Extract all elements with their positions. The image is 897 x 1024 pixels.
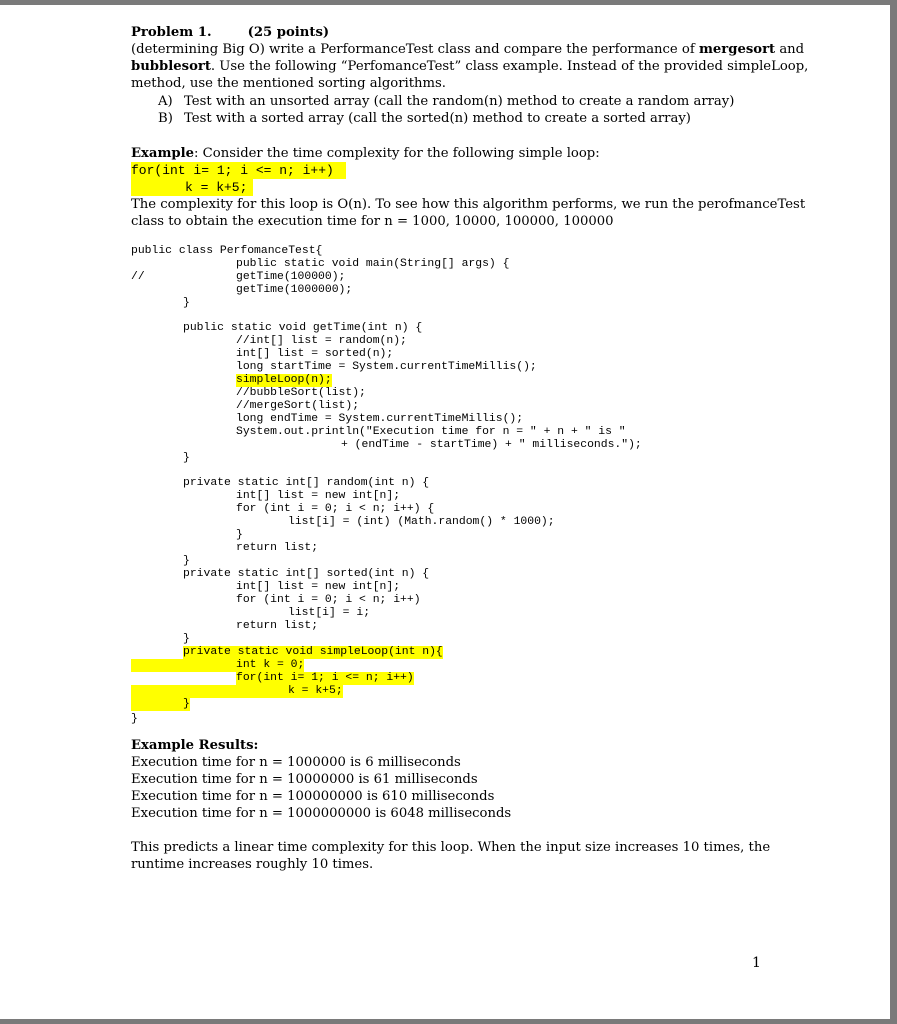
code-line: }	[131, 713, 138, 725]
code-line: }	[183, 555, 190, 567]
problem-line-1	[131, 41, 804, 58]
code-line: long endTime = System.currentTimeMillis();	[236, 413, 524, 425]
code-line-highlighted: k = k+5;	[288, 685, 343, 697]
code-line: //bubbleSort(list);	[236, 387, 366, 399]
problem-line-2	[131, 58, 808, 75]
code-line: int[] list = sorted(n);	[236, 348, 394, 360]
code-line: }	[236, 529, 243, 541]
code-line: getTime(1000000);	[236, 284, 353, 296]
list-marker-b: B)	[158, 111, 173, 126]
code-line: int[] list = new int[n];	[236, 581, 401, 593]
code-line: }	[183, 452, 190, 464]
example-label: Example	[131, 146, 195, 161]
code-line: }	[183, 297, 190, 309]
code-line: private static int[] random(int n) {	[183, 477, 430, 489]
code-line: //int[] list = random(n);	[236, 335, 407, 347]
document-page	[0, 5, 890, 1019]
code-line: getTime(100000);	[236, 271, 346, 283]
text-span: Example Results:	[131, 738, 259, 753]
problem-header	[131, 24, 329, 41]
result-line: Execution time for n = 1000000000 is 6048 milliseconds	[131, 806, 512, 821]
conclusion-line-1: This predicts a linear time complexity for this loop. When the input size increases 10 times, the	[131, 840, 771, 855]
code-line: list[i] = i;	[288, 607, 371, 619]
code-line: return list;	[236, 620, 319, 632]
example-intro	[131, 145, 600, 162]
text-span: k = k+5;	[185, 180, 248, 195]
text-span: (determining Big O) write a PerformanceTest class and compare the performance of	[131, 42, 699, 57]
code-line: System.out.println("Execution time for n = " + n + " is "	[236, 426, 626, 438]
example-desc-line-2: class to obtain the execution time for n = 1000, 10000, 100000, 100000	[131, 214, 614, 229]
code-line-highlighted: for(int i= 1; i <= n; i++)	[236, 672, 414, 684]
list-item-a: Test with an unsorted array (call the random(n) method to create a random array)	[184, 94, 735, 109]
code-line: for (int i = 0; i < n; i++) {	[236, 503, 435, 515]
code-line: public static void getTime(int n) {	[183, 322, 423, 334]
code-line: }	[183, 633, 190, 645]
code-line: private static int[] sorted(int n) {	[183, 568, 430, 580]
page-number: 1	[752, 955, 761, 971]
example-desc-line-1: The complexity for this loop is O(n). To see how this algorithm performs, we run the perofmanceTest	[131, 197, 806, 212]
bubblesort-bold: bubblesort	[131, 59, 211, 74]
result-line: Execution time for n = 1000000 is 6 milliseconds	[131, 755, 461, 770]
result-line: Execution time for n = 100000000 is 610 milliseconds	[131, 789, 495, 804]
code-line-highlighted: }	[183, 698, 190, 710]
list-item-b: Test with a sorted array (call the sorted(n) method to create a sorted array)	[184, 111, 691, 126]
list-marker-a: A)	[158, 94, 173, 109]
text-span: : Consider the time complexity for the following simple loop:	[194, 146, 600, 161]
mergesort-bold: mergesort	[698, 42, 776, 57]
code-line-highlighted: int k = 0;	[236, 659, 305, 671]
conclusion-line-2: runtime increases roughly 10 times.	[131, 857, 374, 872]
code-line: public class PerfomanceTest{	[131, 245, 323, 257]
highlight-bar	[131, 685, 288, 698]
example-code-line-1: for(int i= 1; i <= n; i++)	[131, 162, 346, 179]
code-line-highlighted: private static void simpleLoop(int n){	[183, 646, 443, 658]
code-line: return list;	[236, 542, 319, 554]
code-line: int[] list = new int[n];	[236, 490, 401, 502]
problem-points: (25 points)	[247, 25, 330, 40]
code-line: list[i] = (int) (Math.random() * 1000);	[288, 516, 555, 528]
code-line: long startTime = System.currentTimeMillis();	[236, 361, 537, 373]
highlight-bar	[131, 698, 183, 711]
code-line: //	[131, 271, 145, 283]
results-heading	[131, 737, 258, 754]
highlight-bar	[131, 659, 236, 672]
text-span: and	[775, 42, 805, 57]
problem-label: Problem 1.	[131, 25, 212, 40]
code-line: //mergeSort(list);	[236, 400, 360, 412]
result-line: Execution time for n = 10000000 is 61 milliseconds	[131, 772, 478, 787]
code-line: public static void main(String[] args) {	[236, 258, 510, 270]
code-line: + (endTime - startTime) + " milliseconds.");	[341, 439, 642, 451]
example-code-line-2	[131, 179, 253, 196]
problem-line-3: method, use the mentioned sorting algorithms.	[131, 76, 446, 91]
code-line: for (int i = 0; i < n; i++)	[236, 594, 421, 606]
text-span: . Use the following “PerfomanceTest” class example. Instead of the provided simpleLoop,	[210, 59, 809, 74]
code-line-highlighted: simpleLoop(n);	[236, 374, 332, 386]
